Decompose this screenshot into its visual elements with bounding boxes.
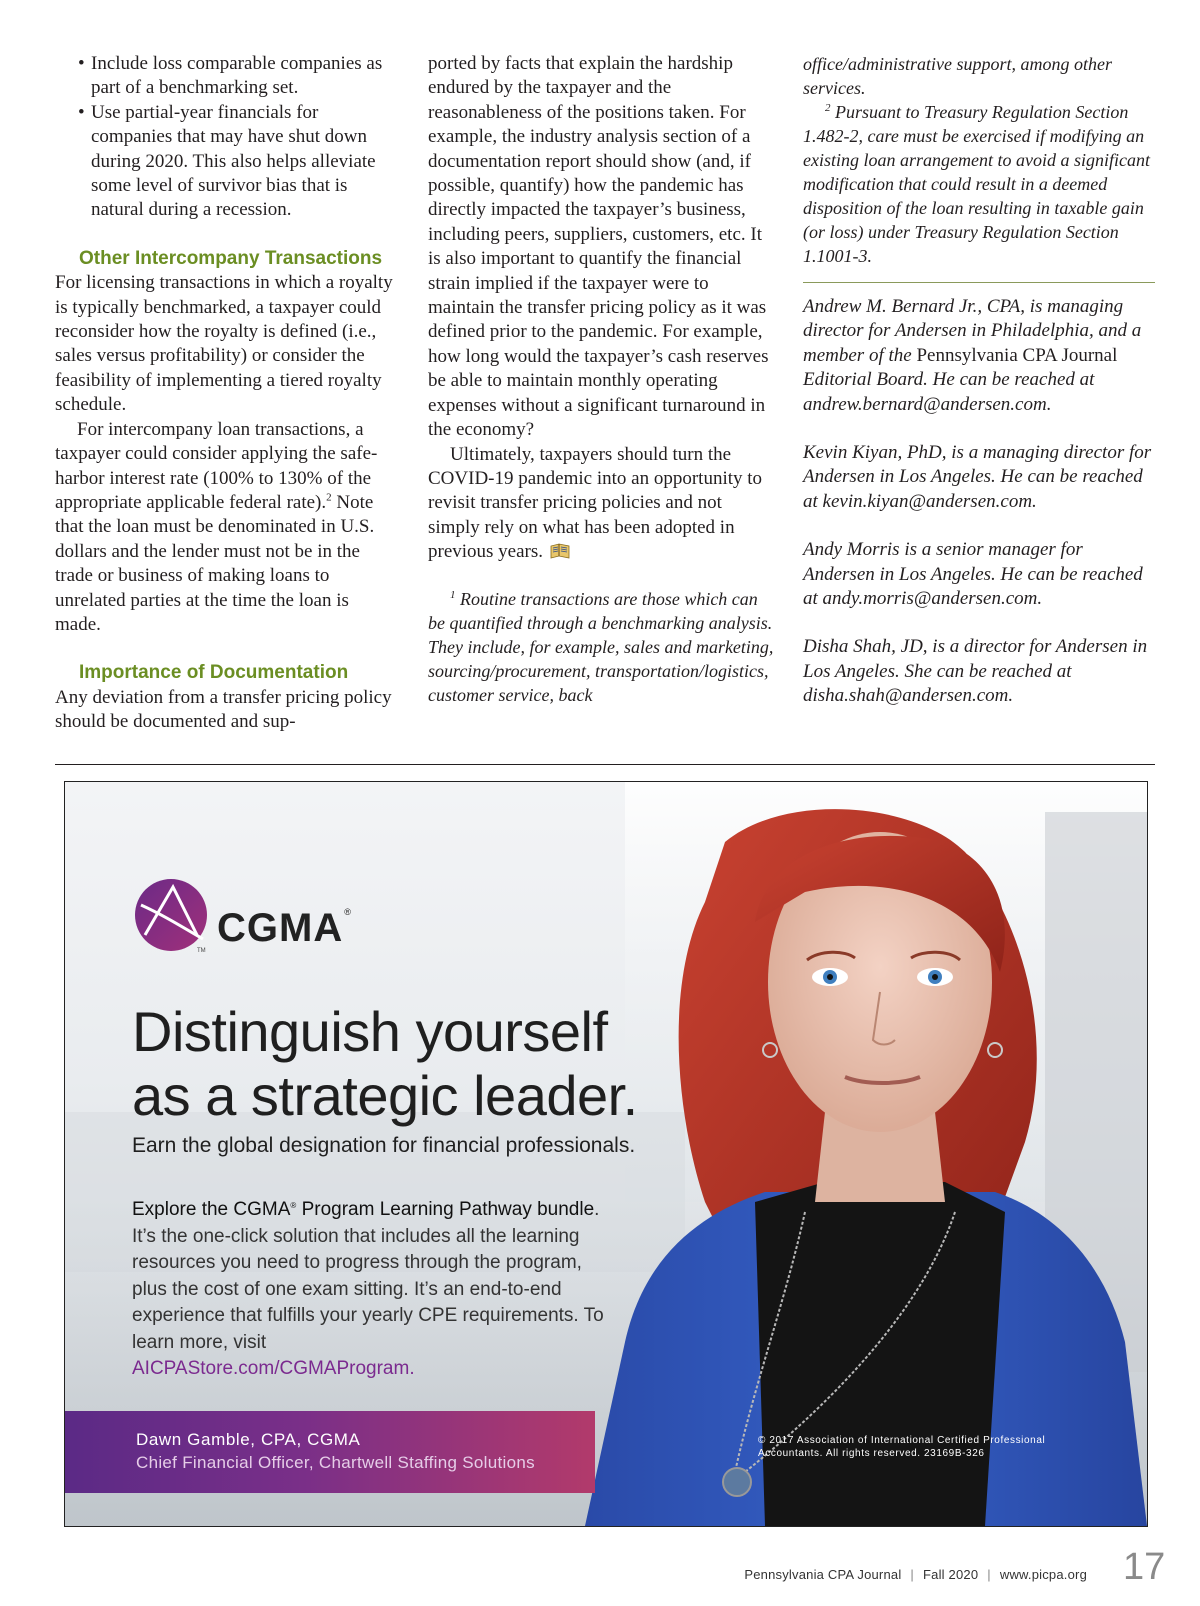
author-bio: Disha Shah, JD, is a director for Andersen in Los Angeles. She can be reached at disha.shah@andersen.com. — [803, 636, 1148, 707]
footnote-text: Pursuant to Treasury Regulation Section 1.482-2, care must be exercised if modifying an existing loan arrangement to avoid a significant modification that could result in a deemed disposition of the loan resulting in taxable gain (or loss) under Treasury Regulation Section 1.1001-3. — [803, 102, 1150, 266]
footer-separator: | — [910, 1567, 914, 1582]
registered-mark: ® — [290, 1201, 297, 1210]
headline-line: Distinguish yourself — [132, 1000, 608, 1063]
paragraph-text: Ultimately, taxpayers should turn the COVID-19 pandemic into an opportunity to revisit transfer pricing policies and not simply rely on what has been adopted in previous years. — [428, 443, 763, 563]
author-bio: Andy Morris is a senior manager for Andersen in Los Angeles. He can be reached at andy.morris@andersen.com. — [803, 539, 1143, 610]
bullet-item: • Use partial-year financials for companies that may have shut down during 2020. This also helps alleviate some level of survivor bias that is natural during a recession. — [55, 101, 395, 223]
program-link[interactable]: AICPAStore.com/CGMAProgram. — [132, 1358, 415, 1379]
paragraph: For licensing transactions in which a royalty is typically benchmarked, a taxpayer could reconsider how the royalty is defined (i.e., sales versus profitability) or consider the feasibility of implementing a tiered royalty schedule. — [55, 272, 393, 416]
ad-body — [132, 1193, 612, 1383]
footnote — [428, 587, 778, 707]
page-number: 17 — [1123, 1546, 1166, 1588]
footnote — [803, 100, 1155, 268]
section-heading: Importance of Documentation — [79, 662, 349, 684]
headline-line: as a strategic leader. — [132, 1064, 638, 1127]
section-heading: Other Intercompany Transactions — [79, 247, 383, 269]
body-text: . It’s the one-click solution that includes all the learning resources you need to progress through the program, plus the cost of one exam sitting. It’s an end-to-end experience that fulfills your yearly CPE requirements. To learn more, visit — [132, 1199, 604, 1353]
journal-name: Pennsylvania CPA Journal — [916, 344, 1118, 366]
footnote-number: 2 — [825, 102, 831, 114]
article-column-1 — [55, 52, 395, 735]
paragraph: Any deviation from a transfer pricing policy should be documented and sup- — [55, 686, 392, 733]
footer-journal: Pennsylvania CPA Journal — [744, 1567, 902, 1582]
bio-divider — [803, 282, 1155, 283]
body-lead: Program Learning Pathway bundle — [296, 1199, 595, 1220]
logo-wordmark — [217, 906, 352, 951]
author-bio: Kevin Kiyan, PhD, is a managing director for Andersen in Los Angeles. He can be reached at kevin.kiyan@andersen.com. — [803, 442, 1152, 512]
article-column-2 — [428, 52, 778, 707]
copyright-notice: © 2017 Association of International Certified Professional Accountants. All rights reserved. 23169B-326 — [758, 1435, 1046, 1459]
footer-issue: Fall 2020 — [923, 1567, 979, 1582]
body-lead: Explore the CGMA — [132, 1199, 291, 1220]
paragraph-text: For intercompany loan transactions, a taxpayer could consider applying the safe-harbor interest rate (100% to 130% of the appropriate applicable federal rate). — [55, 418, 378, 513]
page-footer — [744, 1567, 1087, 1582]
paragraph: ported by facts that explain the hardship endured by the taxpayer and the reasonableness of the positions taken. For example, the industry analysis section of a documentation report should show (and, if possible, quantify) how the pandemic has directly impacted the taxpayer’s business, including peers, suppliers, customers, etc. It is also important to quantify the financial strain implied if the taxpayer were to maintain the transfer pricing policy as it was defined prior to the pandemic. For example, how long would the taxpayer’s cash reserves be able to maintain monthly operating expenses without a significant turnaround in the economy? — [428, 53, 769, 441]
footer-website[interactable]: www.picpa.org — [999, 1567, 1087, 1582]
bio-text: Editorial Board. He can be reached at andrew.bernard@andersen.com. — [803, 369, 1095, 415]
article-column-3 — [803, 52, 1155, 709]
bullet-list — [55, 52, 395, 223]
paragraph — [55, 418, 395, 638]
logo-text: CGMA — [217, 906, 344, 950]
cgma-logo-icon — [133, 877, 209, 953]
footnote-ref: 2 — [326, 491, 332, 504]
registered-mark: ® — [344, 907, 352, 917]
footer-separator: | — [987, 1567, 991, 1582]
paragraph-text: Note that the loan must be denominated in U.S. dollars and the lender must not be in the trade or business of making loans to unrelated parties at the time the loan is made. — [55, 491, 375, 635]
footnote-number: 1 — [450, 588, 456, 601]
ad-subheadline: Earn the global designation for financial professionals. — [132, 1134, 636, 1157]
trademark-mark: TM — [197, 948, 206, 954]
author-bio — [803, 295, 1155, 417]
person-name: Dawn Gamble, CPA, CGMA — [136, 1430, 361, 1449]
person-title: Chief Financial Officer, Chartwell Staffing Solutions — [136, 1453, 535, 1472]
cgma-advertisement — [64, 781, 1148, 1527]
paragraph — [428, 443, 778, 565]
footnote-text: Routine transactions are those which can be quantified through a benchmarking analysis. They include, for example, sales and marketing, sourcing/procurement, transportation/logistics, customer service, back — [428, 588, 774, 705]
bio-text: Andrew M. Bernard Jr., CPA, is managing director for Andersen in Philadelphia, and a member of the — [803, 296, 1142, 366]
name-band — [65, 1411, 595, 1493]
footnote-continued: office/administrative support, among other services. — [803, 54, 1112, 98]
article-divider — [55, 764, 1155, 765]
ad-headline — [132, 1000, 692, 1128]
end-mark-icon — [549, 542, 571, 560]
bullet-item: • Include loss comparable companies as part of a benchmarking set. — [55, 52, 395, 101]
